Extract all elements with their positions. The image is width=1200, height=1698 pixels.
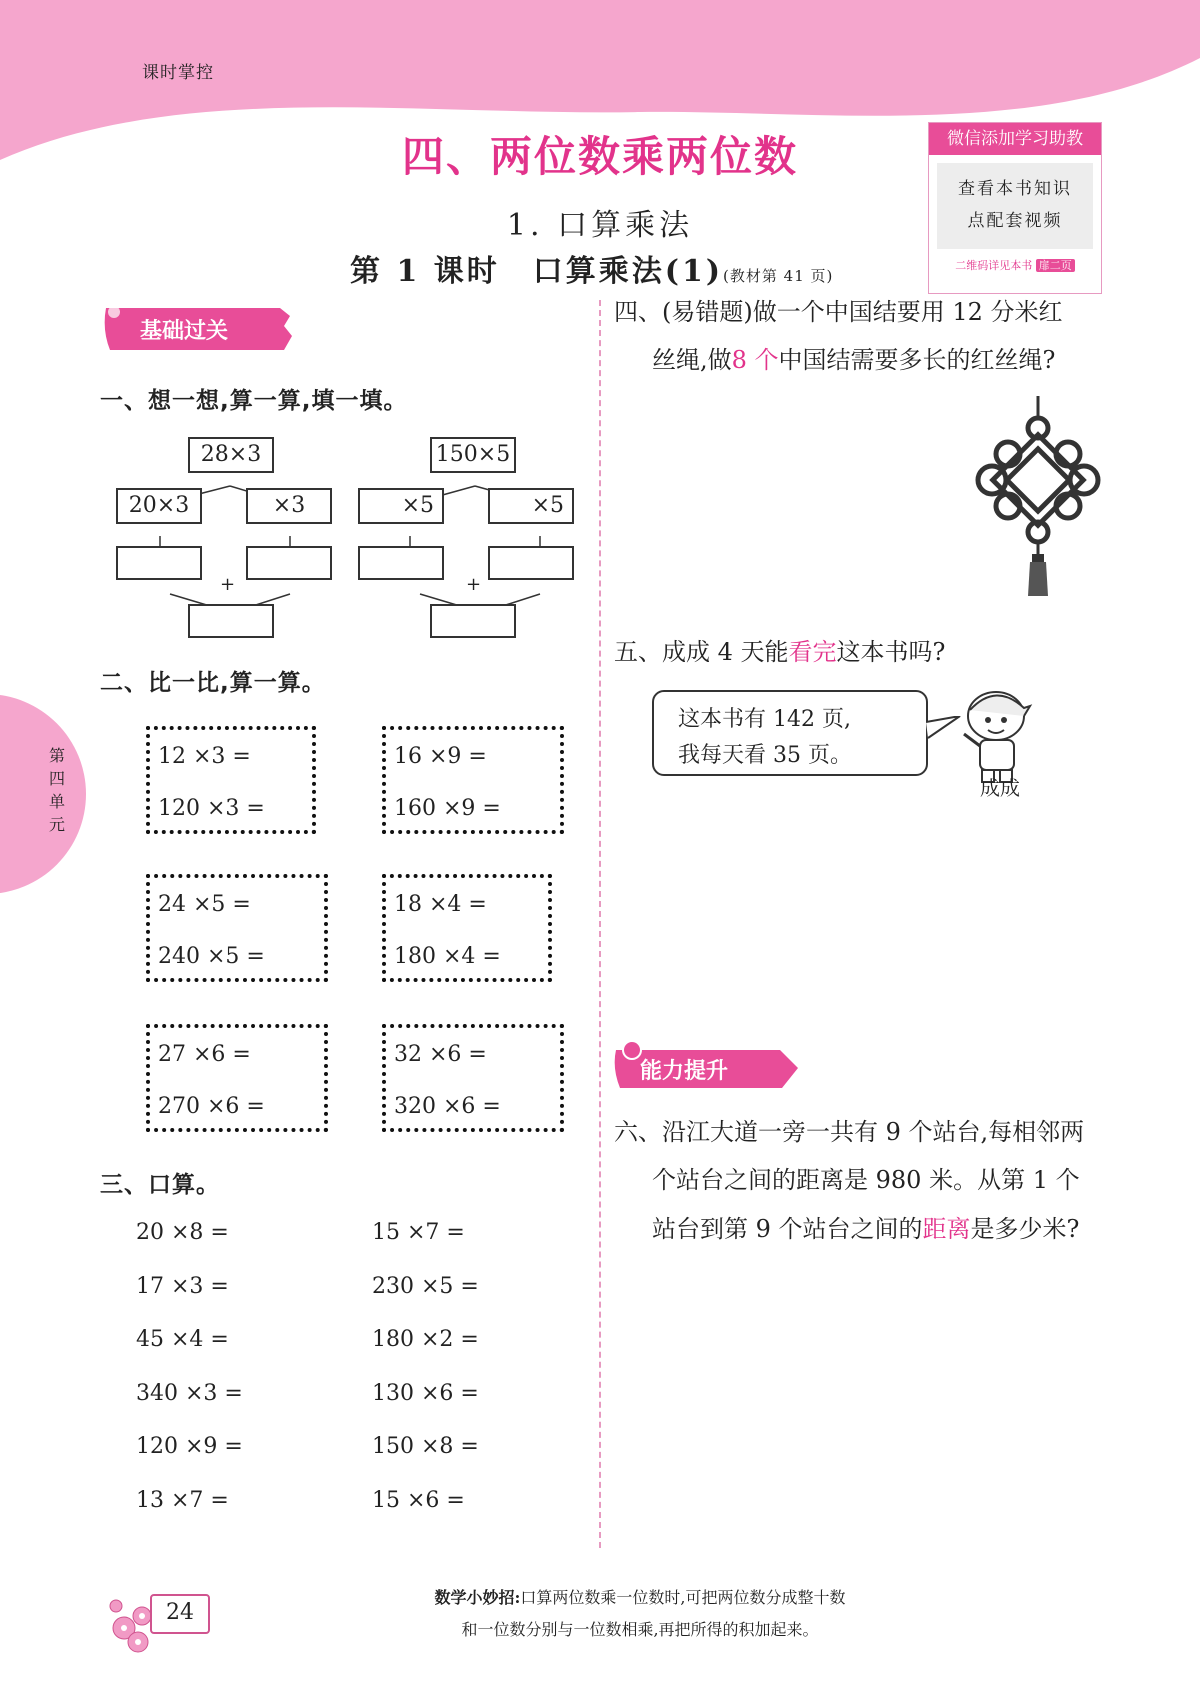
q4-line2-b: 中国结需要多长的红丝绳? [778,346,1056,374]
compare-4a: 18 ×4 = [394,892,487,917]
chinese-knot-icon [968,396,1108,596]
tree-right-left[interactable]: ×5 [358,488,444,524]
compare-box-6 [382,1024,564,1132]
qr-box[interactable] [928,122,1102,294]
tree-right-result-2[interactable] [488,546,574,580]
course-label: 课时掌控 [142,63,214,83]
tree-right-right[interactable]: ×5 [488,488,574,524]
compare-5a: 27 ×6 = [158,1042,251,1067]
qr-line2: 点配套视频 [967,211,1063,231]
q6-line3 [652,1205,1079,1254]
math-tip [380,1582,900,1646]
q6-highlight: 距离 [922,1215,971,1243]
unit-title: 四、两位数乘两位数 [401,132,798,181]
q4-highlight: 8 个 [731,346,779,374]
qr-footer-tag: 扉二页 [1036,259,1075,272]
banner-advanced-label: 能力提升 [640,1059,729,1084]
calc-left-6: 13 ×7 = [136,1488,229,1513]
compare-2a: 16 ×9 = [394,744,487,769]
banner-basic [100,300,296,360]
tip-line1 [380,1582,900,1614]
calc-left-5: 120 ×9 = [136,1434,243,1459]
calc-right-4: 130 ×6 = [372,1381,479,1406]
tree-right-plus: + [466,574,482,595]
boy-character-icon [958,686,1038,786]
tip-line1-text: 口算两位数乘一位数时,可把两位数分成整十数 [520,1588,846,1607]
unit-side-label: 第四单元 [48,746,65,834]
qr-body [937,163,1093,249]
compare-box-5 [146,1024,328,1132]
calc-left-3: 45 ×4 = [136,1327,229,1352]
q6-line3-a: 站台到第 9 个站台之间的 [652,1215,923,1243]
q1-heading: 一、想一想,算一算,填一填。 [100,388,408,414]
qr-heading: 微信添加学习助教 [929,123,1101,155]
speech-line1: 这本书有 142 页, [678,707,851,732]
compare-box-3 [146,874,328,982]
q3-heading: 三、口算。 [100,1172,220,1198]
character-name: 成成 [980,776,1020,800]
q5-a: 五、成成 4 天能 [614,638,789,666]
column-divider [599,300,601,1548]
q5-line [614,628,945,677]
calc-right-1: 15 ×7 = [372,1220,465,1245]
tree-left-left: 20×3 [116,488,202,524]
lesson-title-text: 第 1 课时 口算乘法(1) [350,254,724,289]
tree-right-result-1[interactable] [358,546,444,580]
q4-line2-a: 丝绳,做 [652,346,732,374]
calc-left-1: 20 ×8 = [136,1220,229,1245]
qr-footer-text: 二维码详见本书 [955,259,1033,272]
compare-2b: 160 ×9 = [394,796,501,821]
compare-1a: 12 ×3 = [158,744,251,769]
speech-line2: 我每天看 35 页。 [678,743,852,768]
qr-footer [929,257,1101,273]
compare-box-4 [382,874,552,982]
compare-4b: 180 ×4 = [394,944,501,969]
compare-5b: 270 ×6 = [158,1094,265,1119]
q4-line2 [652,336,1055,385]
tree-left-result-2[interactable] [246,546,332,580]
calc-left-4: 340 ×3 = [136,1381,243,1406]
lesson-title [350,246,833,290]
compare-box-1 [146,726,316,834]
q6-line2: 个站台之间的距离是 980 米。从第 1 个 [652,1166,1080,1194]
calc-left-2: 17 ×3 = [136,1274,229,1299]
compare-box-2 [382,726,564,834]
tree-left-right[interactable]: ×3 [246,488,332,524]
tree-right-sum[interactable] [430,604,516,638]
qr-line1: 查看本书知识 [958,179,1072,199]
banner-advanced [610,1038,806,1098]
speech-bubble [652,690,928,776]
section-title: 1. 口算乘法 [506,208,694,243]
compare-6a: 32 ×6 = [394,1042,487,1067]
textbook-ref: (教材第 41 页) [723,267,834,285]
tree-left-top: 28×3 [188,437,274,473]
tree-left-plus: + [220,574,236,595]
compare-3a: 24 ×5 = [158,892,251,917]
compare-6b: 320 ×6 = [394,1094,501,1119]
q6-line1: 六、沿江大道一旁一共有 9 个站台,每相邻两 [614,1118,1085,1146]
tree-left-result-1[interactable] [116,546,202,580]
q6-line3-b: 是多少米? [970,1215,1080,1243]
calc-right-3: 180 ×2 = [372,1327,479,1352]
tip-line2: 和一位数分别与一位数相乘,再把所得的积加起来。 [461,1620,819,1639]
unit-side-tab [0,694,86,894]
calc-right-6: 15 ×6 = [372,1488,465,1513]
q2-heading: 二、比一比,算一算。 [100,670,326,696]
banner-basic-label: 基础过关 [140,319,229,344]
q5-highlight: 看完 [788,638,837,666]
q5-b: 这本书吗? [836,638,946,666]
tip-label: 数学小妙招: [434,1588,521,1607]
compare-3b: 240 ×5 = [158,944,265,969]
compare-1b: 120 ×3 = [158,796,265,821]
tree-left-sum[interactable] [188,604,274,638]
calc-right-5: 150 ×8 = [372,1434,479,1459]
page-number: 24 [150,1594,210,1634]
tree-right-top: 150×5 [430,437,516,473]
q4-line1: 四、(易错题)做一个中国结要用 12 分米红 [614,298,1063,326]
calc-right-2: 230 ×5 = [372,1274,479,1299]
